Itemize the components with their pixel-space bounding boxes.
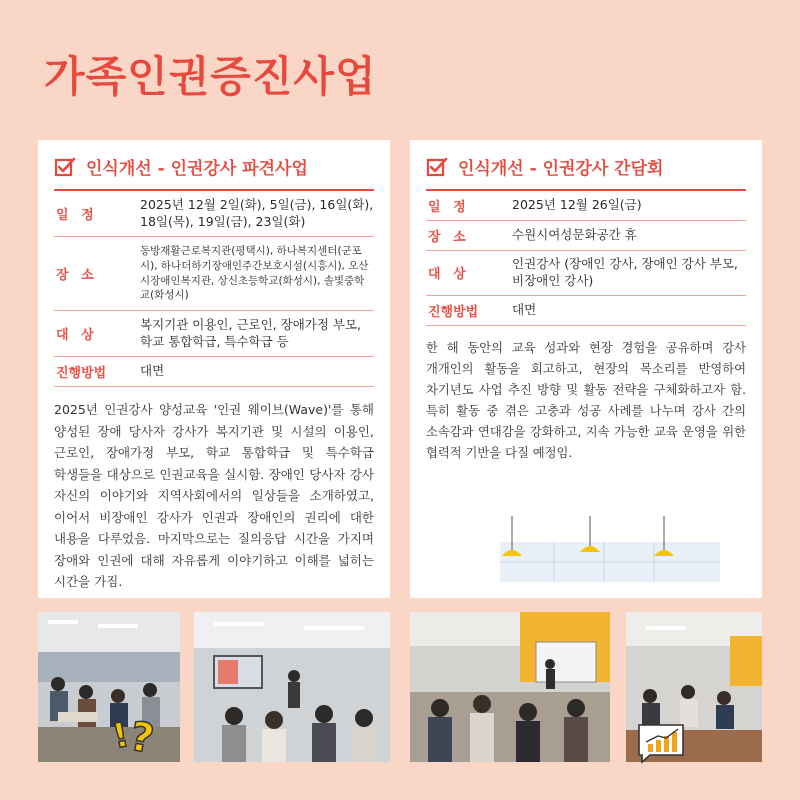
method-row <box>426 296 746 326</box>
chart-bubble-icon <box>636 722 686 764</box>
left-card-header <box>54 154 374 191</box>
left-card <box>38 140 390 598</box>
location-row <box>426 221 746 251</box>
event-photo-3 <box>410 612 610 762</box>
schedule-value: 2025년 12월 26일(금) <box>512 197 642 213</box>
method-value: 대면 <box>512 301 537 317</box>
target-label: 대 상 <box>56 328 98 343</box>
right-card-description: 한 해 동안의 교육 성과와 현장 경험을 공유하며 강사 개개인의 활동을 회고하고, 현장의 목소리를 반영하여 차기년도 사업 추진 방향 및 활동 전략을 구체화하고자 함. 특히 활동 중 겪은 고충과 성공 사례를 나누며 강사 간의 소속감과 연대감을 강화하고, 지속 가능한 교육 운영을 위한 협력적 기반을 다질 예정임. <box>426 340 746 461</box>
location-label: 장 소 <box>428 230 470 245</box>
right-card-header <box>426 154 746 191</box>
schedule-row <box>426 191 746 221</box>
location-value: 수원시여성문화공간 휴 <box>512 227 637 243</box>
schedule-row <box>54 191 374 237</box>
checkbox-check-icon <box>426 156 448 178</box>
target-value: 인권강사 (장애인 강사, 장애인 강사 부모, 비장애인 강사) <box>512 256 738 288</box>
schedule-label: 일 정 <box>428 200 470 215</box>
schedule-value: 2025년 12월 2일(화), 5일(금), 16일(화), 18일(목), 19일(금), 23일(화) <box>140 196 374 229</box>
event-photo-2 <box>194 612 390 762</box>
location-value: 동방재활근로복지관(평택시), 하나복지센터(군포시), 하나더하기장애인주간보호시설(시흥시), 오산시장애인복지관, 상신초등학교(화성시), 솔빛중학교(화성시) <box>140 245 369 302</box>
location-row <box>54 237 374 311</box>
target-label: 대 상 <box>428 267 470 283</box>
location-label: 장 소 <box>56 268 98 283</box>
method-label: 진행방법 <box>428 304 479 320</box>
method-value: 대면 <box>140 363 165 379</box>
target-value: 복지기관 이용인, 근로인, 장애가정 부모, 학교 통합학급, 특수학급 등 <box>140 316 362 349</box>
method-label: 진행방법 <box>56 366 107 381</box>
checkbox-check-icon <box>54 156 76 178</box>
lamp-illustration <box>494 516 724 586</box>
schedule-label: 일 정 <box>56 208 98 223</box>
svg-text:!: ! <box>109 714 133 758</box>
target-row <box>54 311 374 357</box>
right-card-title: 인식개선 - 인권강사 간담회 <box>458 159 664 179</box>
method-row <box>54 357 374 387</box>
svg-text:?: ? <box>126 713 158 763</box>
left-card-title: 인식개선 - 인권강사 파견사업 <box>86 159 308 179</box>
question-exclamation-icon <box>109 700 168 763</box>
page-title: 가족인권증진사업 <box>44 52 377 101</box>
left-card-description: 2025년 인권강사 양성교육 '인권 웨이브(Wave)'를 통해 양성된 장애 당사자 강사가 복지기관 및 시설의 이용인, 근로인, 장애가정 부모, 학교 통합학급 및 특수학급 학생들을 대상으로 인권교육을 실시함. 장애인 당사자 강사 자신의 이야기와 지역사회에서의 일상들을 소개하였고, 이어서 비장애인 강사가 인권과 장애인의 권리에 대한 내용을 다루었음. 마지막으로는 질의응답 시간을 가지며 장애와 인권에 대해 자유롭게 이야기하고 이해를 넓히는 시간을 가짐. <box>54 402 374 589</box>
target-row <box>426 251 746 296</box>
